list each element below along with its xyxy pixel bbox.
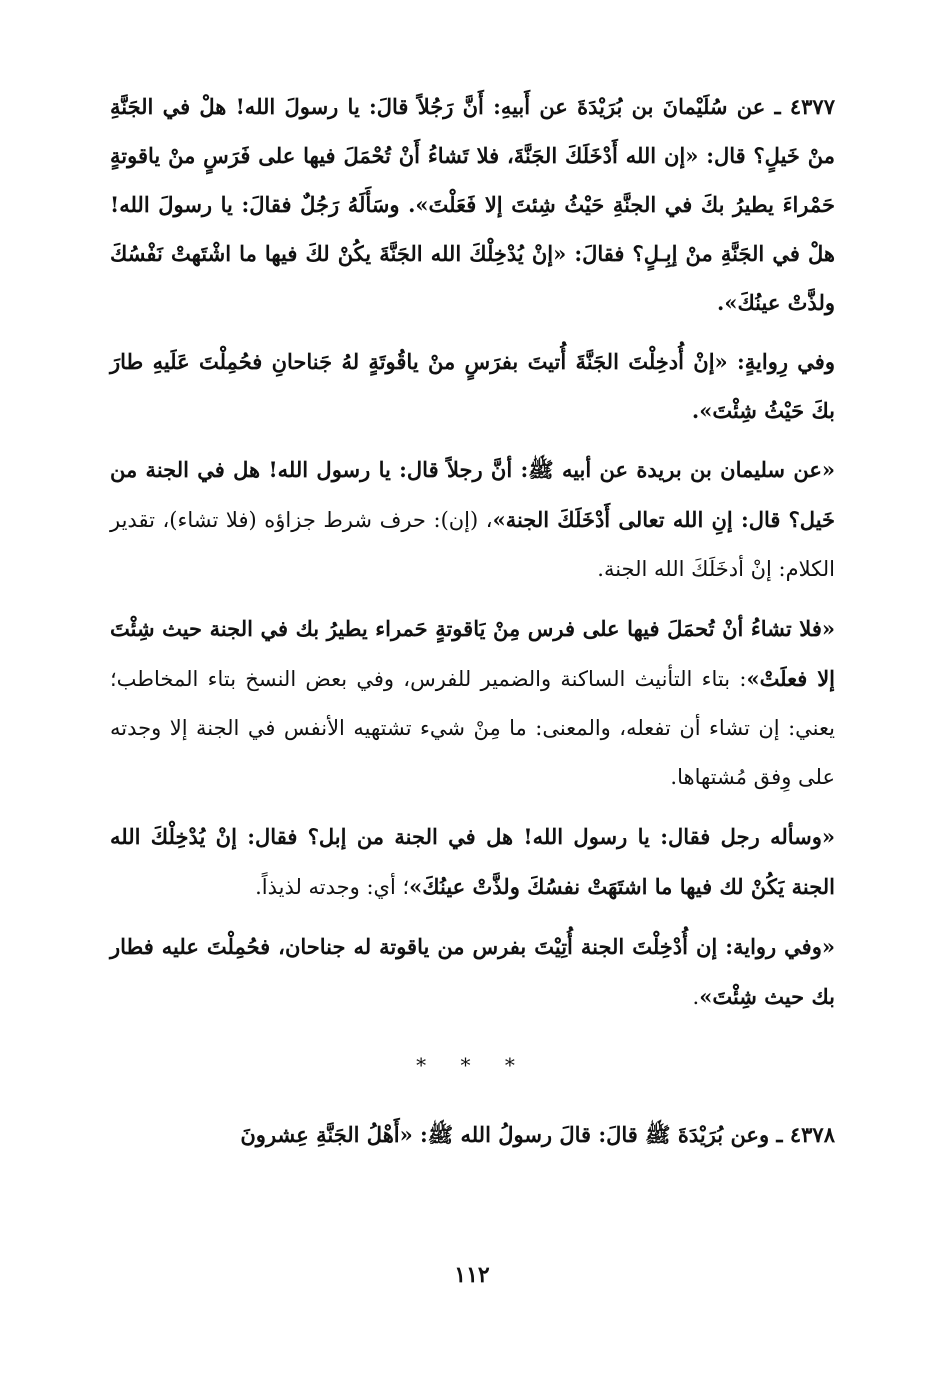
- commentary-paragraph: [110, 445, 835, 594]
- page-content: [110, 82, 835, 1169]
- page-number: ١١٢: [454, 1262, 490, 1288]
- commentary-text: .: [692, 985, 700, 1009]
- commentary-paragraph: [110, 922, 835, 1022]
- commentary-quote: «فلا تشاءُ أنْ تُحمَلَ فيها على فرس مِنْ يَاقوتةٍ حَمراء يطيرُ بك في الجنة حيث شِئْتَ إلا فعلَتْ»: [110, 616, 836, 691]
- commentary-quote: «وسأله رجل فقال: يا رسول الله! هل في الجنة من إبل؟ فقال: إنْ يُدْخِلْكَ الله الجنة يَكُنْ لك فيها ما اشتَهَتْ نفسُكَ ولذَّتْ عينُكَ»: [110, 824, 835, 899]
- hadith-4378: ٤٣٧٨ ـ وعن بُرَيْدَةَ ﷺ قالَ: قالَ رسولُ الله ﷺ: «أَهْلُ الجَنَّةِ عِشرونَ: [240, 1122, 835, 1147]
- commentary-paragraph: [110, 604, 835, 802]
- commentary-text: ، (إن): حرف شرط جزاؤه (فلا تشاء)، تقدير الكلام: إنْ أدخَلَكَ الله الجنة.: [110, 508, 835, 581]
- commentary-paragraph: [110, 812, 835, 912]
- commentary-quote: «عن سليمان بن بريدة عن أبيه ﷺ: أنَّ رجلاً قال: يا رسول الله! هل في الجنة من خَيل؟ قال: إنِ الله تعالى أَدْخَلَكَ الجنة»: [110, 457, 836, 532]
- commentary-text: ؛ أي: وجدته لذيذاً.: [255, 875, 410, 899]
- hadith-riwaya: وفي رِوايةٍ: «إنْ أُدخِلْتَ الجَنَّةَ أُتيتَ بفرَسٍ منْ ياقُوتَةٍ لهُ جَناحانِ فحُمِلْتَ عَلَيهِ طارَ بكَ حَيْثُ شِئْتَ».: [110, 349, 835, 423]
- hadith-4377: ٤٣٧٧ ـ عن سُلَيْمانَ بن بُرَيْدَةَ عن أَبيهِ: أَنَّ رَجُلاً قالَ: يا رسولَ الله! هلْ في الجَنَّةِ منْ خَيلٍ؟ قال: «إن الله أَدْخَلَكَ الجَنَّةَ، فلا تَشاءُ أَنْ تُحْمَلَ فيها على فَرَسٍ منْ ياقوتةٍ حَمْراءَ يطيرُ بكَ في الجنَّةِ حَيْثُ شِئتَ إلا فَعَلْتَ». وسَأَلَهُ رَجُلٌ فقالَ: يا رسولَ الله! هلْ في الجَنَّةِ منْ إبِـلٍ؟ فقالَ: «إنْ يُدْخِلْكَ الله الجَنَّةَ يكُنْ لكَ فيها ما اشْتَهتْ نَفْسُكَ ولذَّتْ عينُكَ».: [110, 94, 835, 315]
- commentary-text: : بتاء التأنيث الساكنة والضمير للفرس، وفي بعض النسخ بتاء المخاطب؛ يعني: إن تشاء أن تفعله، والمعنى: ما مِنْ شيء تشتهيه الأنفس في الجنة إلا وجدته على وِفق مُشتهاها.: [110, 667, 835, 789]
- commentary-quote: «وفي رواية: إن أُدْخِلْتَ الجنة أُتِيْتَ بفرس من ياقوتة له جناحان، فحُمِلْتَ عليه فطار بك حيث شِئْتَ»: [110, 934, 835, 1009]
- section-separator: * * *: [416, 1053, 529, 1077]
